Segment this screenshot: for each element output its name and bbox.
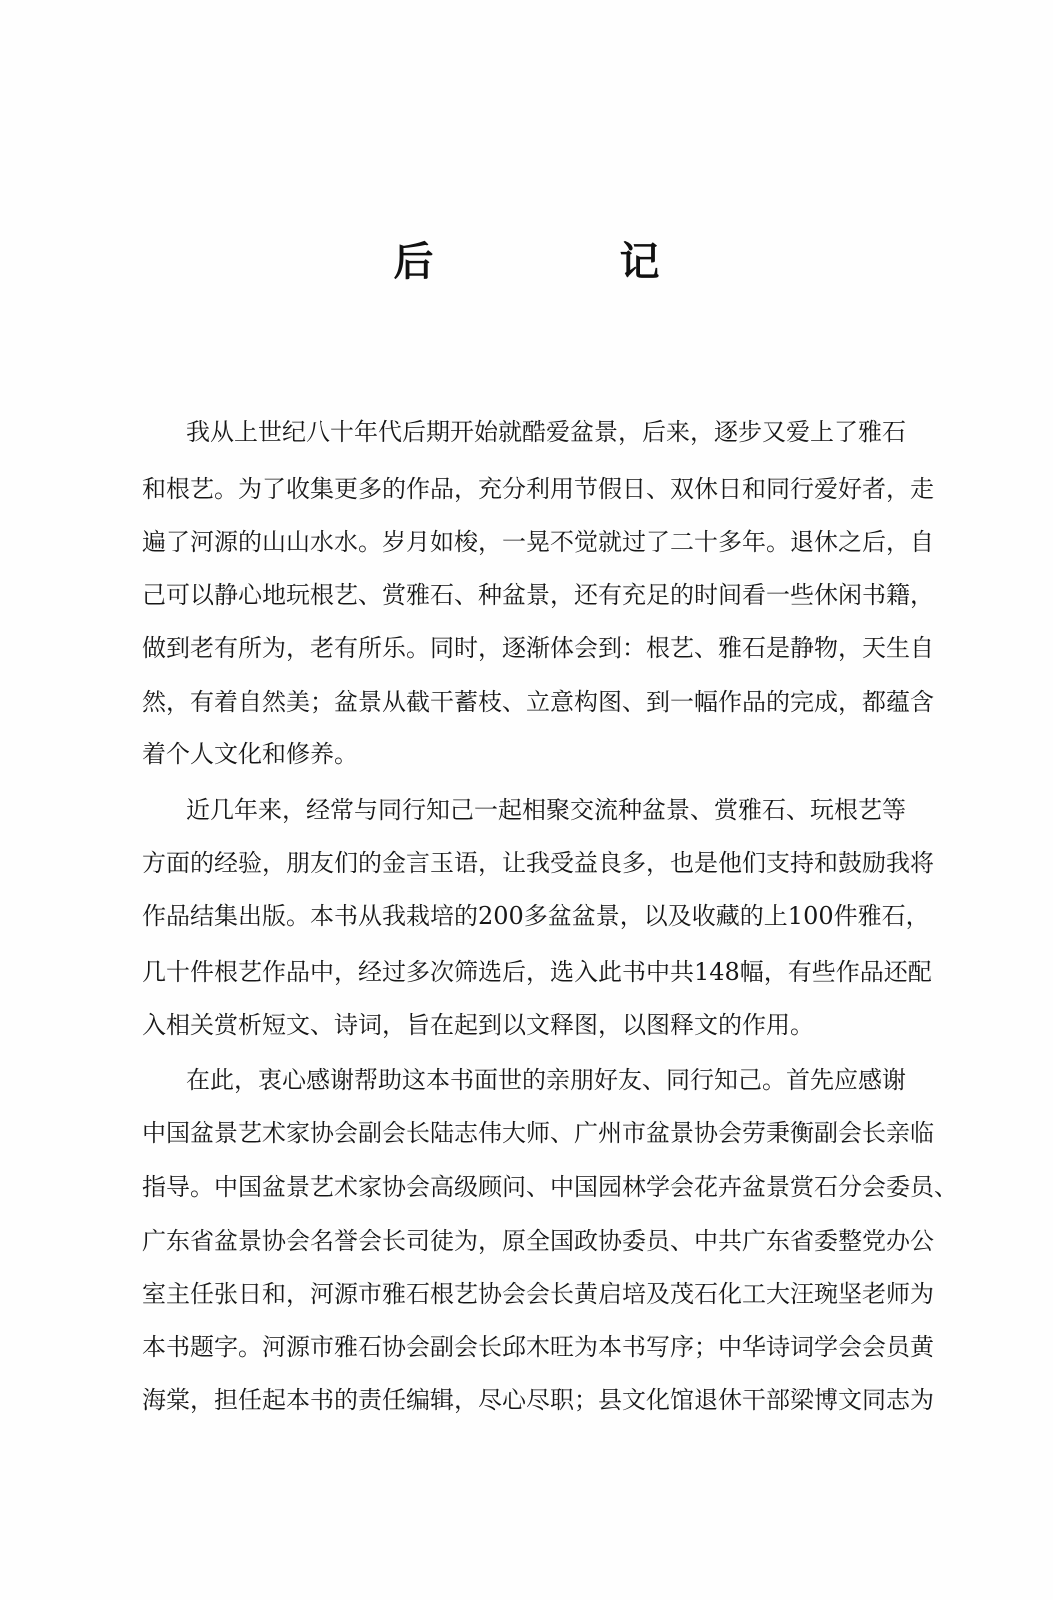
- paragraph-2-line-3: 作品结集出版。本书从我栽培的200多盆盆景，以及收藏的上100件雅石，: [142, 902, 930, 930]
- page-title: 后 记: [393, 239, 746, 285]
- paragraph-1-line-5: 做到老有所为，老有所乐。同时，逐渐体会到：根艺、雅石是静物，天生自: [142, 634, 934, 662]
- paragraph-3-line-1: 在此，衷心感谢帮助这本书面世的亲朋好友、同行知己。首先应感谢: [186, 1066, 906, 1094]
- paragraph-1-line-3: 遍了河源的山山水水。岁月如梭，一晃不觉就过了二十多年。退休之后，自: [142, 528, 934, 556]
- paragraph-3-line-4: 广东省盆景协会名誉会长司徒为，原全国政协委员、中共广东省委整党办公: [142, 1227, 934, 1255]
- paragraph-3-line-2: 中国盆景艺术家协会副会长陆志伟大师、广州市盆景协会劳秉衡副会长亲临: [142, 1119, 934, 1147]
- paragraph-2-line-1: 近几年来，经常与同行知己一起相聚交流种盆景、赏雅石、玩根艺等: [186, 796, 906, 824]
- paragraph-3-line-3: 指导。中国盆景艺术家协会高级顾问、中国园林学会花卉盆景赏石分会委员、: [142, 1173, 958, 1201]
- paragraph-1-line-6: 然，有着自然美；盆景从截干蓄枝、立意构图、到一幅作品的完成，都蕴含: [142, 688, 934, 716]
- paragraph-1-line-2: 和根艺。为了收集更多的作品，充分利用节假日、双休日和同行爱好者，走: [142, 475, 934, 503]
- paragraph-2-line-4: 几十件根艺作品中，经过多次筛选后，选入此书中共148幅，有些作品还配: [142, 958, 932, 986]
- paragraph-2-line-2: 方面的经验，朋友们的金言玉语，让我受益良多，也是他们支持和鼓励我将: [142, 849, 934, 877]
- paragraph-3-line-6: 本书题字。河源市雅石协会副会长邱木旺为本书写序；中华诗词学会会员黄: [142, 1333, 934, 1361]
- paragraph-3-line-5: 室主任张日和，河源市雅石根艺协会会长黄启培及茂石化工大汪琬坚老师为: [142, 1280, 934, 1308]
- paragraph-1-line-1: 我从上世纪八十年代后期开始就酷爱盆景，后来，逐步又爱上了雅石: [186, 418, 906, 446]
- paragraph-1-line-4: 己可以静心地玩根艺、赏雅石、种盆景，还有充足的时间看一些休闲书籍，: [142, 581, 934, 609]
- paragraph-2-line-5: 入相关赏析短文、诗词，旨在起到以文释图，以图释文的作用。: [142, 1011, 814, 1039]
- paragraph-3-line-7: 海棠，担任起本书的责任编辑，尽心尽职；县文化馆退休干部梁博文同志为: [142, 1386, 934, 1414]
- paragraph-1-line-7: 着个人文化和修养。: [142, 740, 358, 768]
